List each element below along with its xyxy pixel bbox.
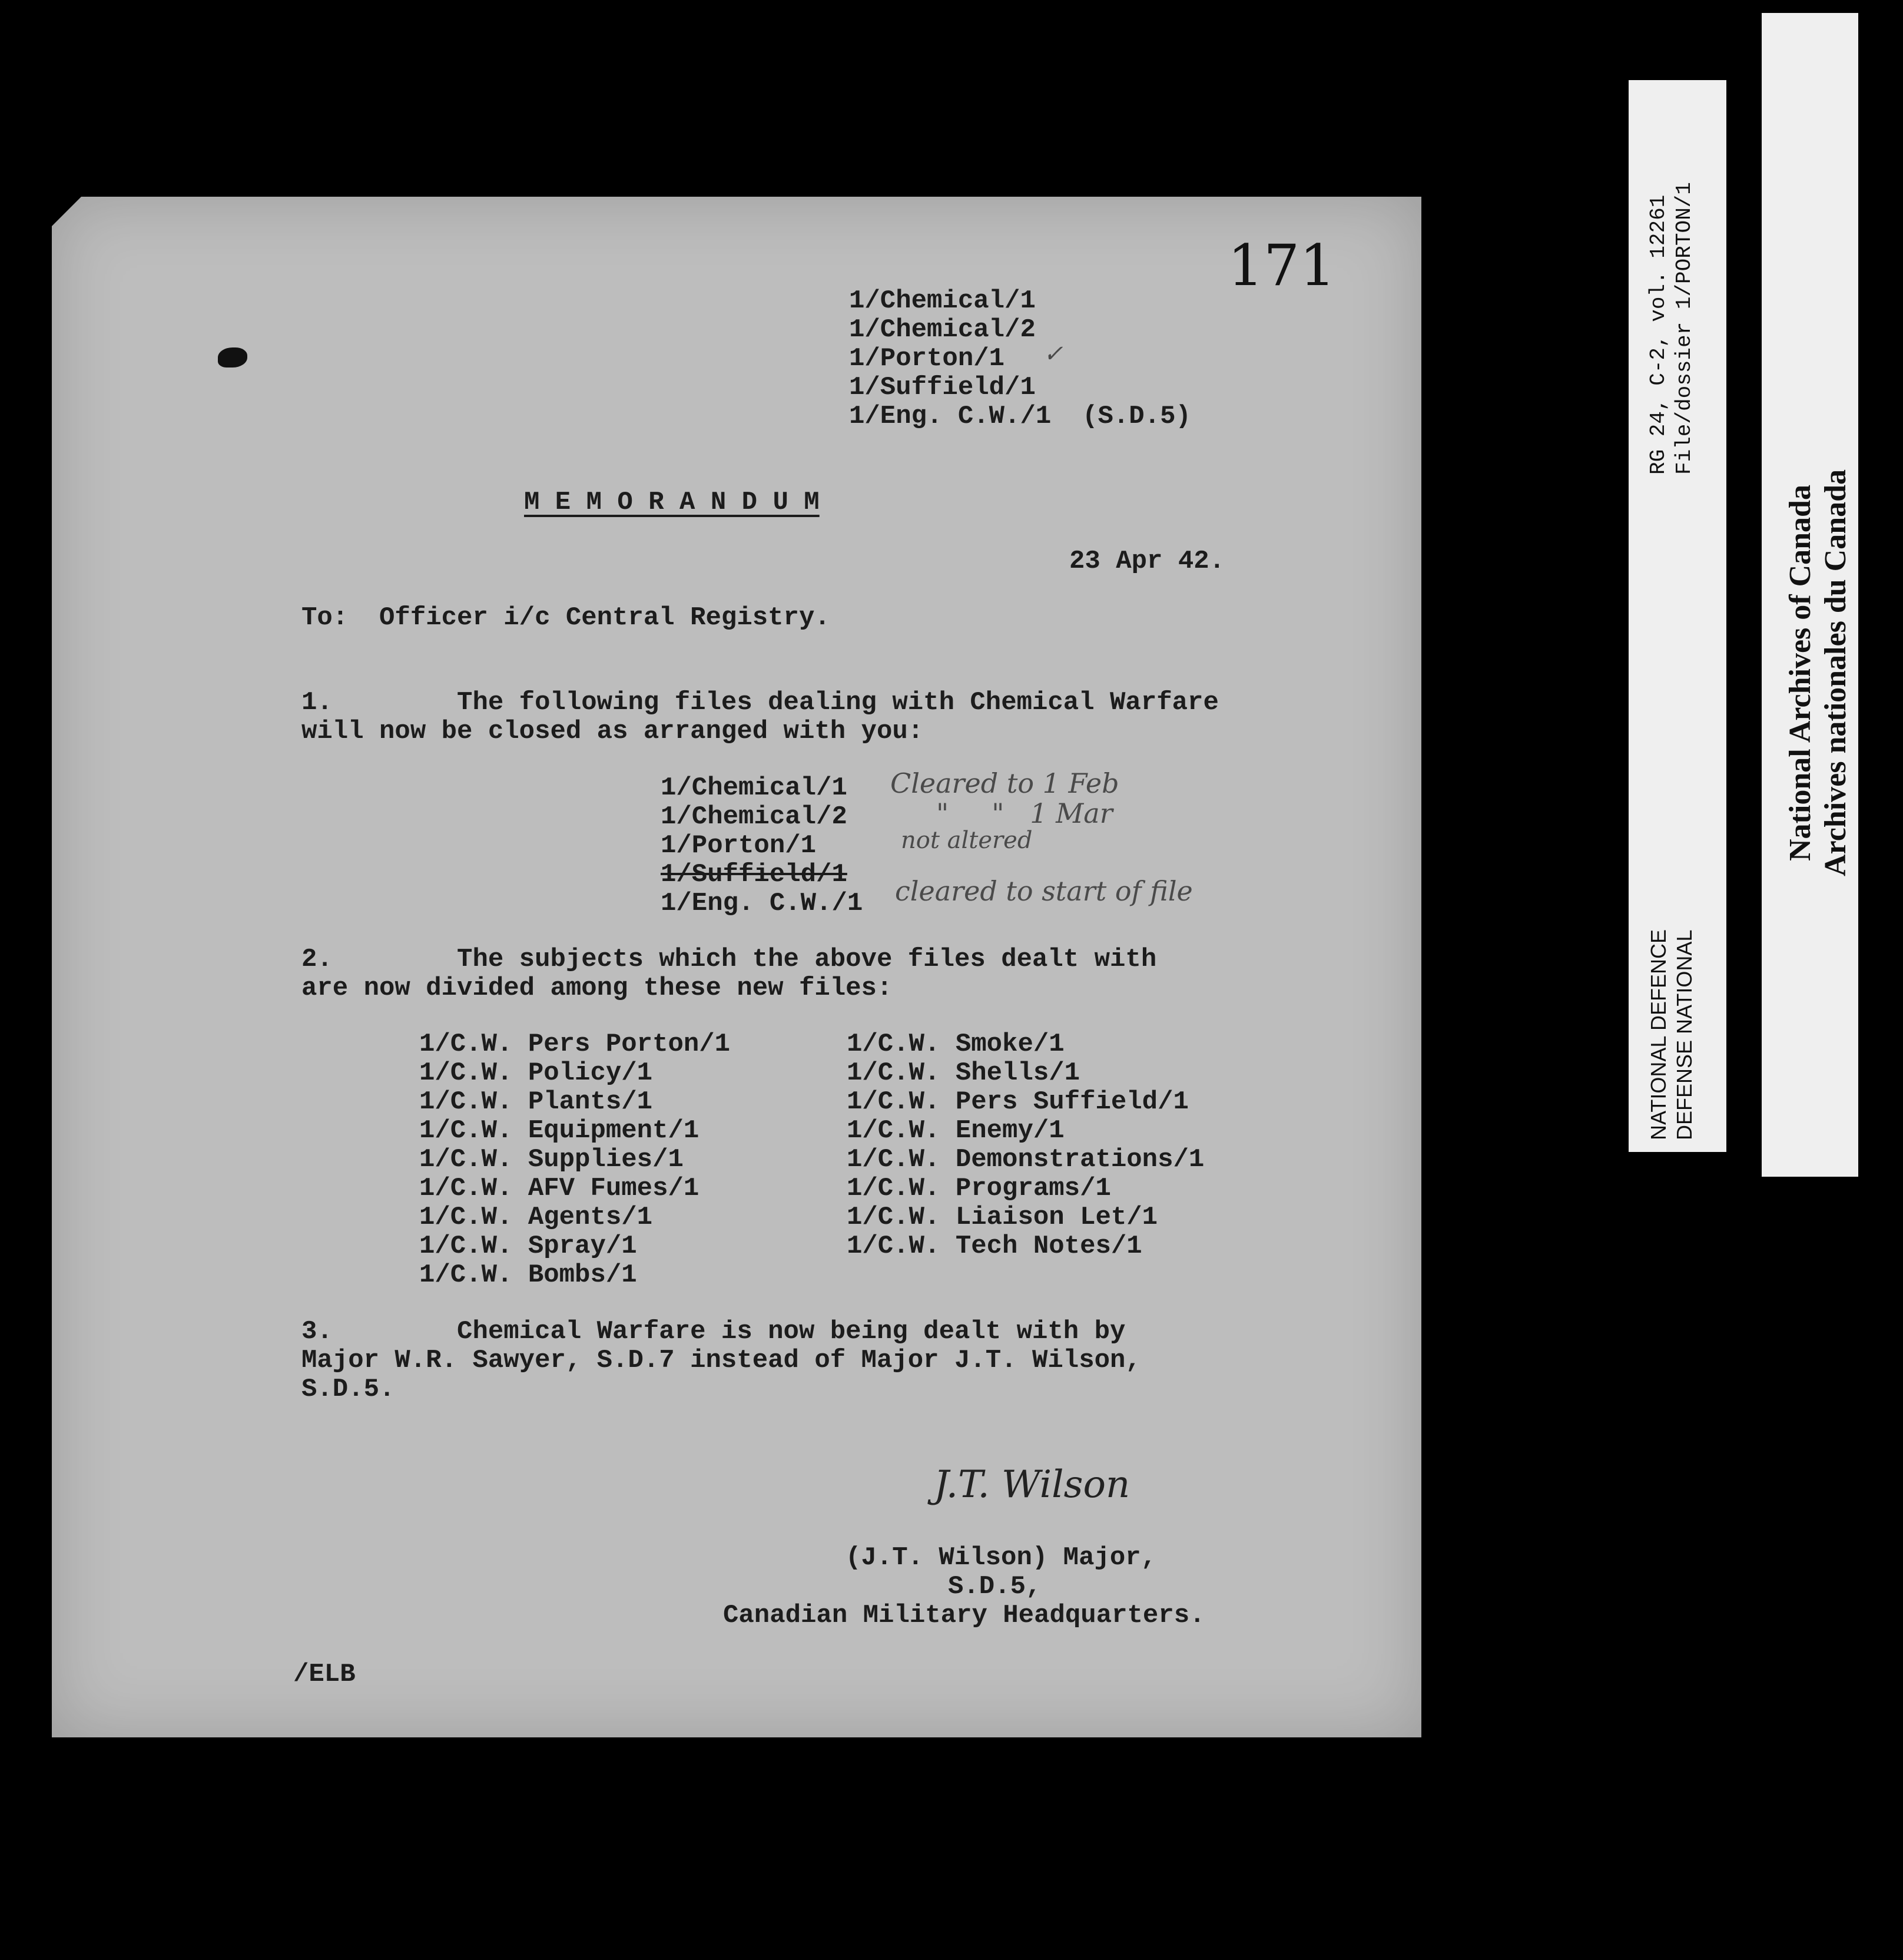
handwritten-note: " " 1 Mar	[936, 797, 1113, 829]
signature-unit: S.D.5,	[948, 1572, 1042, 1601]
closed-file: 1/Chemical/1	[661, 773, 847, 803]
paragraph-line: 3. Chemical Warfare is now being dealt with by	[301, 1317, 1126, 1346]
closed-file: 1/Eng. C.W./1	[661, 889, 863, 918]
paragraph-line: Major W.R. Sawyer, S.D.7 instead of Major J.T. Wilson,	[301, 1346, 1141, 1375]
closed-file: 1/Chemical/2	[661, 802, 847, 832]
new-file: 1/C.W. Smoke/1	[847, 1029, 1065, 1059]
paragraph-line: 1. The following files dealing with Chemical Warfare	[301, 688, 1219, 717]
paragraph-line: are now divided among these new files:	[301, 974, 893, 1003]
to-line: To: Officer i/c Central Registry.	[301, 603, 830, 633]
handwritten-note: cleared to start of file	[895, 875, 1193, 907]
check-mark: ✓	[1043, 340, 1063, 368]
new-file: 1/C.W. Liaison Let/1	[847, 1203, 1158, 1232]
handwritten-note: Cleared to 1 Feb	[890, 767, 1119, 799]
archive-reference-line: File/dossier 1/PORTON/1	[1672, 182, 1696, 475]
paragraph-line: 2. The subjects which the above files dealt with	[301, 945, 1157, 974]
paragraph-line: will now be closed as arranged with you:	[301, 717, 924, 746]
ink-blot	[218, 347, 247, 368]
memo-title: M E M O R A N D U M	[524, 488, 820, 517]
new-file: 1/C.W. Shells/1	[847, 1058, 1080, 1088]
signature-name: (J.T. Wilson) Major,	[846, 1543, 1157, 1572]
new-file: 1/C.W. Plants/1	[419, 1087, 653, 1117]
archive-stamp-line: Archives nationales du Canada	[1819, 469, 1852, 876]
new-file: 1/C.W. Tech Notes/1	[847, 1231, 1142, 1261]
new-file: 1/C.W. Supplies/1	[419, 1145, 684, 1174]
typist-initials: /ELB	[293, 1660, 356, 1689]
new-file: 1/C.W. Spray/1	[419, 1231, 637, 1261]
signature-org: Canadian Military Headquarters.	[723, 1601, 1205, 1630]
file-ref: 1/Chemical/2	[849, 315, 1036, 345]
file-ref: 1/Chemical/1	[849, 286, 1036, 316]
new-file: 1/C.W. Policy/1	[419, 1058, 653, 1088]
department-line: DEFENSE NATIONAL	[1672, 929, 1696, 1140]
closed-file: 1/Porton/1	[661, 831, 817, 860]
paragraph-line: S.D.5.	[301, 1375, 395, 1404]
closed-file-struck: 1/Suffield/1	[661, 860, 847, 889]
file-ref: 1/Suffield/1	[849, 373, 1036, 402]
department-line: NATIONAL DEFENCE	[1646, 929, 1670, 1140]
folded-corner	[52, 197, 81, 226]
handwritten-signature: J.T. Wilson	[934, 1463, 1130, 1507]
handwritten-note: not altered	[901, 827, 1033, 854]
new-file: 1/C.W. Enemy/1	[847, 1116, 1065, 1145]
new-file: 1/C.W. Bombs/1	[419, 1260, 637, 1290]
folio-number: 171	[1228, 233, 1336, 299]
archive-stamp-line: National Archives of Canada	[1783, 485, 1817, 861]
new-file: 1/C.W. Agents/1	[419, 1203, 653, 1232]
archive-reference-label	[1629, 80, 1726, 1152]
new-file: 1/C.W. AFV Fumes/1	[419, 1174, 699, 1203]
archive-stamp-label	[1762, 13, 1858, 1177]
file-ref: 1/Porton/1	[849, 344, 1005, 373]
memo-date: 23 Apr 42.	[1069, 547, 1225, 576]
archive-reference-line: RG 24, C-2, vol. 12261	[1646, 194, 1670, 475]
new-file: 1/C.W. Pers Suffield/1	[847, 1087, 1189, 1117]
new-file: 1/C.W. Pers Porton/1	[419, 1029, 731, 1059]
new-file: 1/C.W. Programs/1	[847, 1174, 1111, 1203]
file-ref: 1/Eng. C.W./1 (S.D.5)	[849, 402, 1191, 431]
new-file: 1/C.W. Demonstrations/1	[847, 1145, 1205, 1174]
new-file: 1/C.W. Equipment/1	[419, 1116, 699, 1145]
